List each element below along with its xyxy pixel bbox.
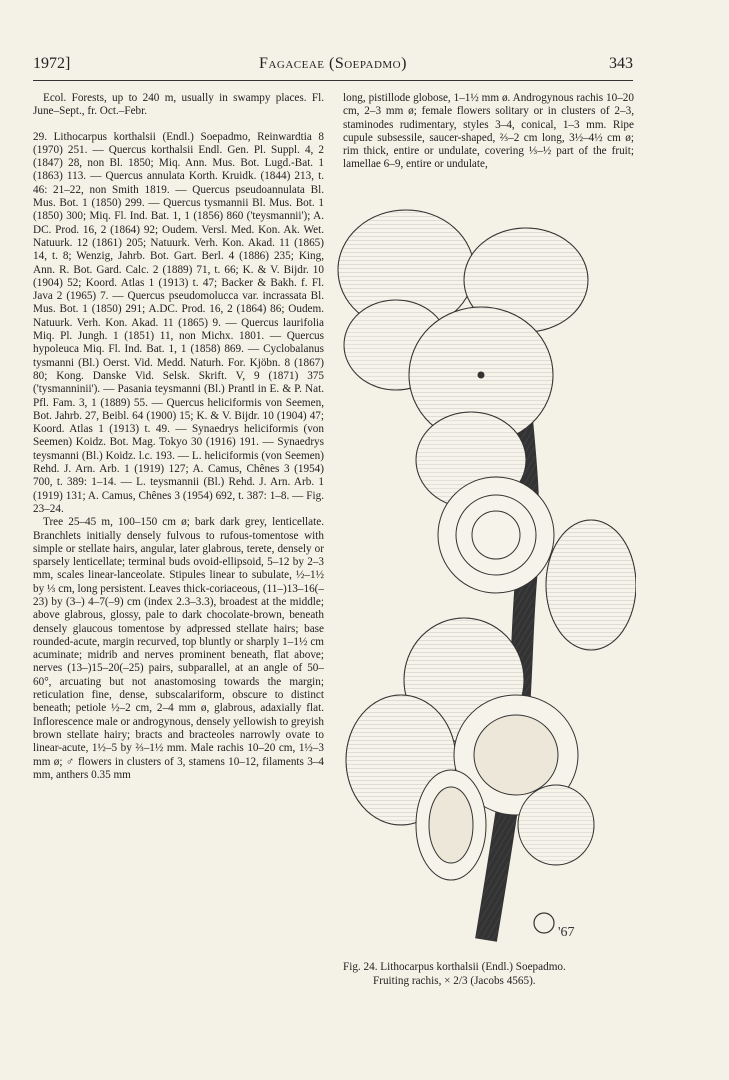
artist-monogram [534,913,554,933]
right-column [343,92,634,172]
caption-line-2: Fruiting rachis, × 2/3 (Jacobs 4565). [373,975,536,987]
figure-signature: '67 [558,925,575,940]
header-title: Fagaceae (Soepadmo) [259,55,407,72]
page-number: 343 [609,55,633,72]
description-continued: long, pistillode globose, 1–1½ mm ø. Androgynous rachis 10–20 cm, 2–3 mm ø; female flowers solitary or in clusters of 2–3, staminodes rudimentary, styles 3–4, conical, 1–3 mm. Ripe cupule subsessile, saucer-shaped, ⅔–2 cm long, 3½–4½ cm ø; rim thick, entire or undulate, covering ⅓–½ part of the fruit; lamellae 6–9, entire or undulate, [343,92,634,171]
synonymy-paragraph: 29. Lithocarpus korthalsii (Endl.) Soepadmo, Reinwardtia 8 (1970) 251. — Quercus korthalsii Endl. Gen. Pl. Suppl. 4, 2 (1847) 28, non Bl. 1850; Miq. Ann. Mus. Bot. Lugd.-Bat. 1 (1863) 113. — Quercus annulata Korth. Kruidk. (1844) 213, t. 46: 21–22, non Smith 1819. — Quercus pseudoannulata Bl. Mus. Bot. 1 (1850) 299. — Quercus tysmannii Bl. Mus. Bot. 1 (1850) 300; Miq. Fl. Ind. Bat. 1, 1 (1856) 860 ('teysmannii'); A. DC. Prod. 16, 2 (1864) 92; Oudem. Versl. Med. Kon. Ak. Wet. Natuurk. 12 (1861) 205; Natuurk. Verh. Kon. Akad. 11 (1865) 14, t. 8; Wenzig, Jahrb. Bot. Gart. Berl. 4 (1886) 235; King, Ann. R. Bot. Gard. Calc. 2 (1889) 71, t. 66; K. & V. Bijdr. 10 (1904) 52; Koord. Atlas 1 (1913) t. 47; Backer & Bakh. f. Fl. Java 2 (1965) 7. — Quercus pseudomolucca var. incrassata Bl. Mus. Bot. 1 (1850) 291; A.DC. Prod. 16, 2 (1864) 86; Oudem. Natuurk. Verh. Kon. Akad. 11 (1865) 9. — Quercus laurifolia Miq. Pl. Jungh. 1 (1851) 11, non Michx. 1801. — Quercus hypoleuca Miq. Fl. Ind. Bat. 1, 1 (1858) 869. — Cyclobalanus tysmanni (Bl.) Oerst. Vid. Medd. Naturh. For. Kjöbn. 8 (1867) 80; Kong. Danske Vid. Selsk. Skrift. V, 9 (1871) 375 ('tysmanninii'). — Pasania teysmanni (Bl.) Prantl in E. & P. Nat. Pfl. Fam. 3, 1 (1889) 55. — Quercus heliciformis von Seemen, Bot. Jahrb. 27, Beibl. 64 (1900) 15; K. & V. Bijdr. 10 (1904) 47; Koord. Atlas 1 (1913) t. 49. — Synaedrys heliciformis (von Seemen) Koidz. Bot. Mag. Tokyo 30 (1916) 191. — Synaedrys teysmanni (Bl.) Koidz. l.c. 193. — L. heliciformis (von Seemen) Rehd. J. Arn. Arb. 1 (1919) 127; A. Camus, Chênes 3 (1954) 700, t. 389: 1–14. — L. teysmannii (Bl.) Rehd. J. Arn. Arb. 1 (1919) 131; A. Camus, Chênes 3 (1954) 692, t. 387: 1–8. — Fig. 23–24. [33,130,324,515]
ecology-paragraph: Ecol. Forests, up to 240 m, usually in swampy places. Fl. June–Sept., fr. Oct.–Febr. [33,92,324,118]
running-header [33,55,633,79]
caption-line-1: Fig. 24. Lithocarpus korthalsii (Endl.) Soepadmo. [343,961,566,973]
header-year: 1972] [33,55,71,72]
header-rule [33,80,633,81]
figure-caption [343,960,634,988]
description-paragraph: Tree 25–45 m, 100–150 cm ø; bark dark grey, lenticellate. Branchlets initially densely fulvous to rufous-tomentose with simple or stellate hairs, angular, later glabrous, terete, densely or sparsely lenticellate; terminal buds ovoid-ellipsoid, 5–12 by 2–3 mm, scales linear-lanceolate. Stipules linear to subulate, ½–1½ by ⅓ cm, long persistent. Leaves thick-coriaceous, (11–)13–16(–23) by (3–) 4–7(–9) cm (index 2.3–3.3), broadest at the middle; above glabrous, glossy, pale to dark chocolate-brown, beneath densely glaucous tomentose by adpressed stellate hairs; base rounded-acute, margin recurved, top bluntly or sharply 1–1½ cm acuminate; midrib and nerves prominent beneath, flat above; nerves (13–)15–20(–25) pairs, subparallel, at an angle of 50–60°, arcuating but not anastomosing towards the margin; reticulation fine, dense, subscalariform, obscure to distinct beneath; petiole ½–2 cm, 2–4 mm ø, glabrous, adaxially flat. Inflorescence male or androgynous, densely yellowish to greyish brown stellate hairy; bracts and bracteoles narrowly ovate to linear-acute, 1½–5 by ⅔–1½ mm. Male rachis 10–20 cm, 1½–3 mm ø; ♂ flowers in clusters of 3, stamens 10–12, filaments 3–4 mm, anthers 0.35 mm [33,516,324,781]
left-column [33,92,324,782]
fruiting-rachis-illustration [336,200,636,948]
